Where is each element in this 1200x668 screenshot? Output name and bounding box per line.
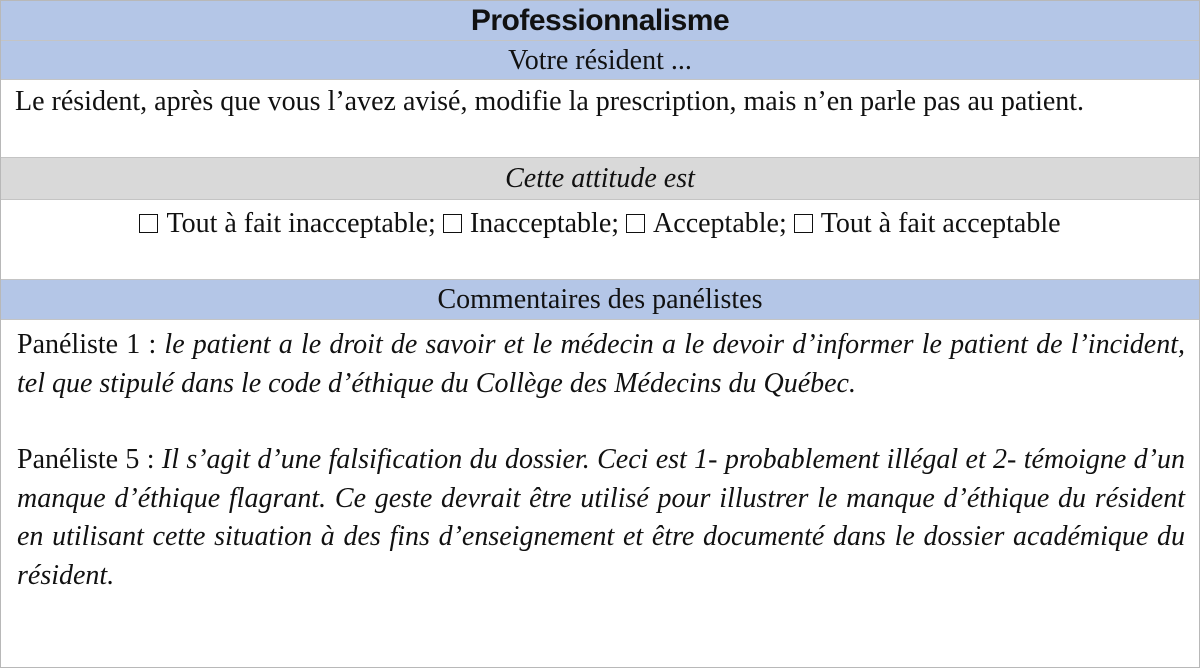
section-title: Professionnalisme [1, 1, 1199, 41]
comments-body [1, 320, 1199, 595]
scenario-text: Le résident, après que vous l’avez avisé, modifie la prescription, mais n’en parle pas au patient. [1, 80, 1199, 158]
panelist-label: Panéliste 5 : [17, 444, 155, 475]
option-acceptable[interactable] [626, 208, 787, 239]
comment-text: Il s’agit d’une falsification du dossier. Ceci est 1- probablement illégal et 2- témoigne d’un manque d’éthique flagrant. Ce geste devrait être utilisé pour illustrer le manque d’éthique du résident en utilisant cette situation à des fins d’enseignement et être documenté dans le dossier académique du résident. [17, 444, 1186, 591]
panelist-comment [17, 441, 1185, 595]
option-unacceptable[interactable] [443, 208, 619, 239]
panelist-label: Panéliste 1 : [17, 329, 157, 360]
panelist-comment [17, 326, 1185, 403]
section-subtitle: Votre résident ... [1, 41, 1199, 80]
option-label: Acceptable; [653, 208, 787, 239]
option-totally-unacceptable[interactable] [139, 208, 435, 239]
checkbox-icon[interactable] [139, 214, 158, 233]
checkbox-icon[interactable] [794, 214, 813, 233]
checkbox-icon[interactable] [443, 214, 462, 233]
option-label: Tout à fait inacceptable; [166, 208, 436, 239]
option-label: Inacceptable; [469, 208, 620, 239]
checkbox-icon[interactable] [626, 214, 645, 233]
rating-options [1, 200, 1199, 280]
option-label: Tout à fait acceptable [820, 208, 1061, 239]
comment-text: le patient a le droit de savoir et le médecin a le devoir d’informer le patient de l’incident, tel que stipulé dans le code d’éthique du Collège des Médecins du Québec. [17, 329, 1185, 399]
option-totally-acceptable[interactable] [794, 208, 1061, 239]
question-label: Cette attitude est [1, 158, 1199, 200]
comments-header: Commentaires des panélistes [1, 280, 1199, 320]
